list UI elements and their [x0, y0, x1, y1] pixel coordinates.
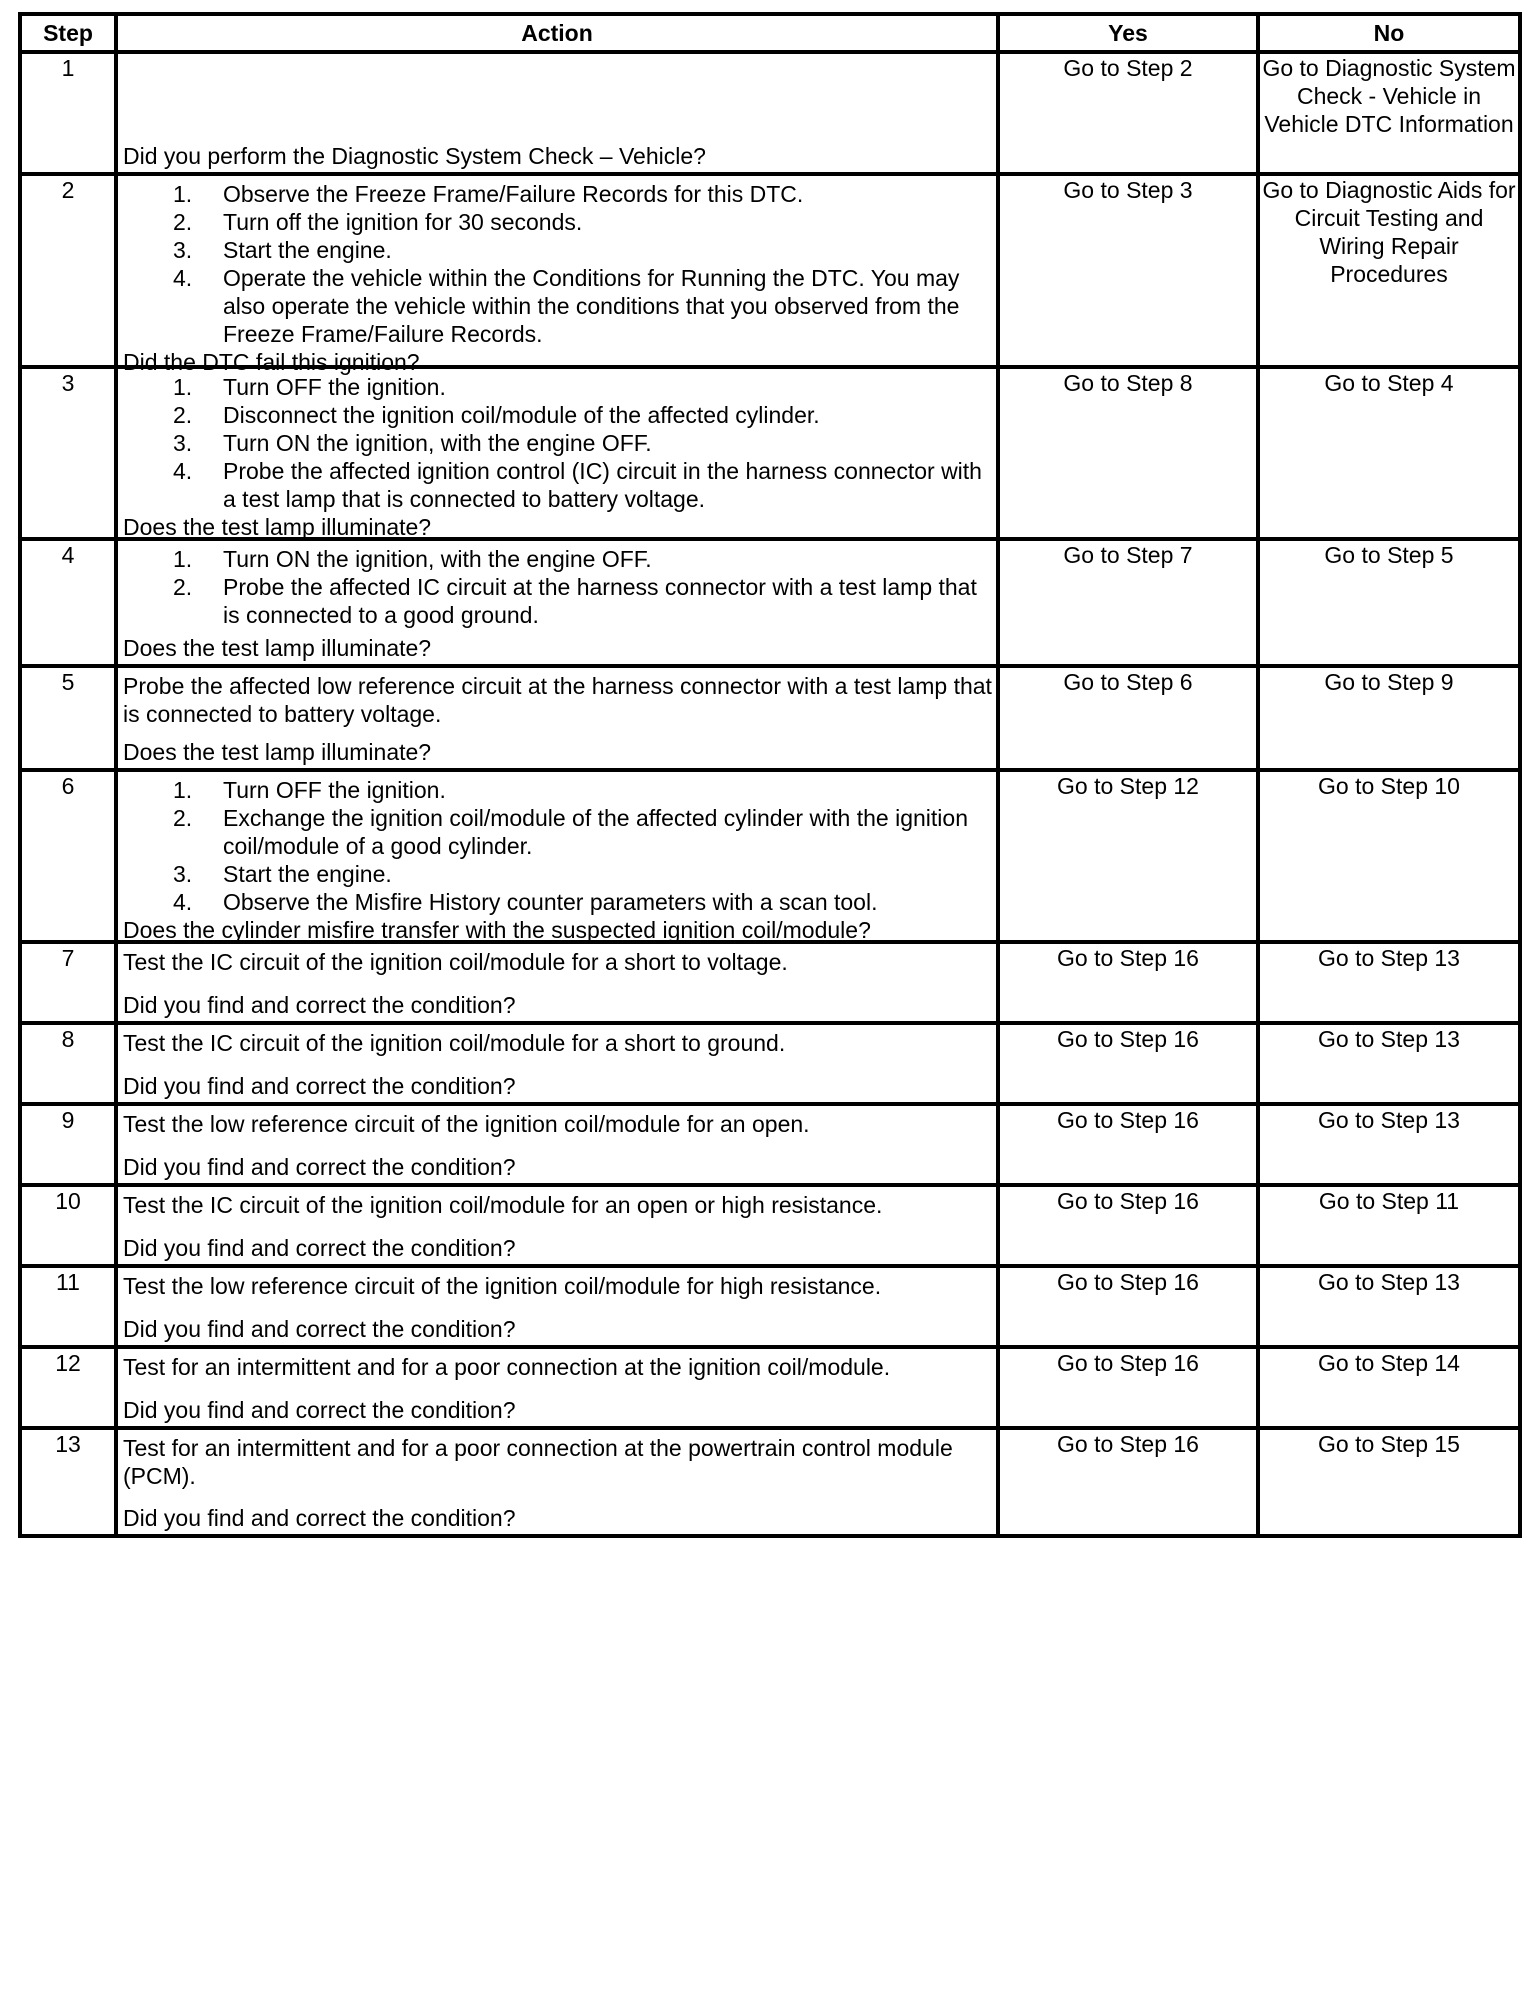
instruction-list: [123, 776, 992, 916]
no-result: Go to Step 15: [1258, 1428, 1520, 1536]
list-item: [123, 429, 992, 457]
action-cell: [116, 1347, 998, 1428]
table-row: [20, 367, 1520, 539]
list-item-number: 3.: [173, 237, 193, 263]
action-instructions: [123, 776, 992, 916]
no-result: Go to Step 13: [1258, 1104, 1520, 1185]
list-item-number: 4.: [173, 889, 193, 915]
table-row: [20, 1347, 1520, 1428]
step-number: 10: [20, 1185, 116, 1266]
list-item-text: Operate the vehicle within the Conditions for Running the DTC. You may also operate the vehicle within the conditions that you observed from the Freeze Frame/Failure Records.: [223, 265, 960, 347]
list-item: [123, 208, 992, 236]
no-result: Go to Step 13: [1258, 1023, 1520, 1104]
list-item-number: 3.: [173, 861, 193, 887]
list-item-text: Probe the affected IC circuit at the harness connector with a test lamp that is connected to a good ground.: [223, 574, 977, 628]
list-item: [123, 804, 992, 860]
action-text: Test for an intermittent and for a poor connection at the powertrain control module (PCM).: [123, 1435, 953, 1489]
action-cell: [116, 367, 998, 539]
list-item-number: 1.: [173, 374, 193, 400]
action-instructions: [123, 948, 992, 976]
list-item: [123, 573, 992, 629]
action-text: Test the low reference circuit of the ignition coil/module for an open.: [123, 1111, 810, 1137]
step-number: 11: [20, 1266, 116, 1347]
yes-result: Go to Step 3: [998, 174, 1258, 367]
yes-result: Go to Step 16: [998, 1185, 1258, 1266]
action-question: Did you find and correct the condition?: [123, 1235, 516, 1261]
table-row: [20, 1185, 1520, 1266]
list-item: [123, 401, 992, 429]
step-number: 8: [20, 1023, 116, 1104]
list-item-text: Turn OFF the ignition.: [223, 777, 446, 803]
instruction-list: [123, 180, 992, 348]
no-result: Go to Diagnostic System Check - Vehicle in Vehicle DTC Information: [1258, 52, 1520, 174]
table-row: [20, 174, 1520, 367]
list-item: [123, 888, 992, 916]
step-number: 7: [20, 942, 116, 1023]
list-item-number: 4.: [173, 458, 193, 484]
step-number: 1: [20, 52, 116, 174]
list-item: [123, 457, 992, 513]
no-result: Go to Step 13: [1258, 942, 1520, 1023]
list-item-text: Start the engine.: [223, 237, 392, 263]
action-question: Did you find and correct the condition?: [123, 1505, 516, 1531]
action-instructions: [123, 1272, 992, 1300]
action-cell: [116, 1023, 998, 1104]
action-cell: [116, 1104, 998, 1185]
list-item-text: Start the engine.: [223, 861, 392, 887]
list-item-number: 2.: [173, 209, 193, 235]
table-row: [20, 1023, 1520, 1104]
table-row: [20, 666, 1520, 770]
action-text: Test the IC circuit of the ignition coil/module for a short to ground.: [123, 1030, 786, 1056]
action-cell: [116, 539, 998, 666]
action-question: Does the test lamp illuminate?: [123, 635, 432, 661]
list-item: [123, 545, 992, 573]
list-item-text: Turn off the ignition for 30 seconds.: [223, 209, 583, 235]
no-result: Go to Step 11: [1258, 1185, 1520, 1266]
list-item: [123, 236, 992, 264]
list-item-text: Observe the Freeze Frame/Failure Records for this DTC.: [223, 181, 804, 207]
list-item-text: Probe the affected ignition control (IC) circuit in the harness connector with a test lamp that is connected to battery voltage.: [223, 458, 982, 512]
step-number: 6: [20, 770, 116, 942]
action-text: Test the IC circuit of the ignition coil/module for an open or high resistance.: [123, 1192, 883, 1218]
no-result: Go to Step 4: [1258, 367, 1520, 539]
action-question: Did you find and correct the condition?: [123, 1397, 516, 1423]
diagnostic-table: [18, 12, 1522, 1538]
list-item-number: 2.: [173, 805, 193, 831]
list-item: [123, 373, 992, 401]
step-number: 13: [20, 1428, 116, 1536]
list-item-text: Turn ON the ignition, with the engine OFF.: [223, 430, 652, 456]
yes-result: Go to Step 2: [998, 52, 1258, 174]
yes-result: Go to Step 16: [998, 1428, 1258, 1536]
action-question: Does the test lamp illuminate?: [123, 739, 432, 765]
instruction-list: [123, 545, 992, 629]
action-cell: [116, 942, 998, 1023]
action-question: Did you find and correct the condition?: [123, 1316, 516, 1342]
list-item-text: Disconnect the ignition coil/module of the affected cylinder.: [223, 402, 820, 428]
action-question: Did you perform the Diagnostic System Check – Vehicle?: [123, 143, 706, 169]
table-row: [20, 1428, 1520, 1536]
action-instructions: [123, 1434, 992, 1490]
table-row: [20, 1104, 1520, 1185]
action-instructions: [123, 1191, 992, 1219]
list-item-number: 1.: [173, 181, 193, 207]
step-number: 2: [20, 174, 116, 367]
yes-result: Go to Step 16: [998, 1266, 1258, 1347]
header-no: No: [1258, 14, 1520, 52]
step-number: 4: [20, 539, 116, 666]
list-item-number: 2.: [173, 402, 193, 428]
no-result: Go to Step 13: [1258, 1266, 1520, 1347]
action-question: Did you find and correct the condition?: [123, 992, 516, 1018]
header-yes: Yes: [998, 14, 1258, 52]
list-item: [123, 264, 992, 348]
action-cell: [116, 666, 998, 770]
table-body: [20, 52, 1520, 1536]
header-row: [20, 14, 1520, 52]
step-number: 12: [20, 1347, 116, 1428]
table-row: [20, 942, 1520, 1023]
list-item: [123, 860, 992, 888]
action-text: Probe the affected low reference circuit at the harness connector with a test lamp that is connected to battery voltage.: [123, 673, 992, 727]
list-item: [123, 776, 992, 804]
list-item-text: Turn ON the ignition, with the engine OFF.: [223, 546, 652, 572]
no-result: Go to Step 10: [1258, 770, 1520, 942]
yes-result: Go to Step 16: [998, 1347, 1258, 1428]
action-cell: [116, 52, 998, 174]
header-action: Action: [116, 14, 998, 52]
no-result: Go to Diagnostic Aids for Circuit Testing and Wiring Repair Procedures: [1258, 174, 1520, 367]
yes-result: Go to Step 16: [998, 942, 1258, 1023]
action-instructions: [123, 373, 992, 513]
diagnostic-table-container: [18, 12, 1522, 1538]
yes-result: Go to Step 6: [998, 666, 1258, 770]
yes-result: Go to Step 7: [998, 539, 1258, 666]
step-number: 5: [20, 666, 116, 770]
action-text: Test for an intermittent and for a poor connection at the ignition coil/module.: [123, 1354, 891, 1380]
action-instructions: [123, 1029, 992, 1057]
action-question: Does the test lamp illuminate?: [123, 514, 432, 540]
action-instructions: [123, 1353, 992, 1381]
yes-result: Go to Step 8: [998, 367, 1258, 539]
action-question: Does the cylinder misfire transfer with the suspected ignition coil/module?: [123, 917, 871, 943]
yes-result: Go to Step 12: [998, 770, 1258, 942]
header-step: Step: [20, 14, 116, 52]
action-question: Did the DTC fail this ignition?: [123, 349, 420, 375]
list-item-number: 4.: [173, 265, 193, 291]
action-question: Did you find and correct the condition?: [123, 1154, 516, 1180]
list-item-text: Observe the Misfire History counter parameters with a scan tool.: [223, 889, 878, 915]
list-item-number: 3.: [173, 430, 193, 456]
action-instructions: [123, 672, 992, 728]
action-question: Did you find and correct the condition?: [123, 1073, 516, 1099]
action-cell: [116, 174, 998, 375]
table-row: [20, 52, 1520, 174]
list-item-number: 1.: [173, 546, 193, 572]
step-number: 9: [20, 1104, 116, 1185]
no-result: Go to Step 5: [1258, 539, 1520, 666]
step-number: 3: [20, 367, 116, 539]
no-result: Go to Step 9: [1258, 666, 1520, 770]
table-row: [20, 770, 1520, 942]
list-item-number: 2.: [173, 574, 193, 600]
table-row: [20, 1266, 1520, 1347]
action-text: Test the IC circuit of the ignition coil/module for a short to voltage.: [123, 949, 788, 975]
list-item-text: Exchange the ignition coil/module of the affected cylinder with the ignition coil/module of a good cylinder.: [223, 805, 968, 859]
list-item-text: Turn OFF the ignition.: [223, 374, 446, 400]
action-cell: [116, 1185, 998, 1266]
table-row: [20, 539, 1520, 666]
list-item: [123, 180, 992, 208]
no-result: Go to Step 14: [1258, 1347, 1520, 1428]
action-cell: [116, 770, 998, 942]
action-instructions: [123, 1110, 992, 1138]
action-instructions: [123, 545, 992, 629]
action-cell: [116, 1428, 998, 1536]
yes-result: Go to Step 16: [998, 1023, 1258, 1104]
action-cell: [116, 1266, 998, 1347]
list-item-number: 1.: [173, 777, 193, 803]
action-text: Test the low reference circuit of the ignition coil/module for high resistance.: [123, 1273, 882, 1299]
instruction-list: [123, 373, 992, 513]
yes-result: Go to Step 16: [998, 1104, 1258, 1185]
action-instructions: [123, 180, 992, 348]
